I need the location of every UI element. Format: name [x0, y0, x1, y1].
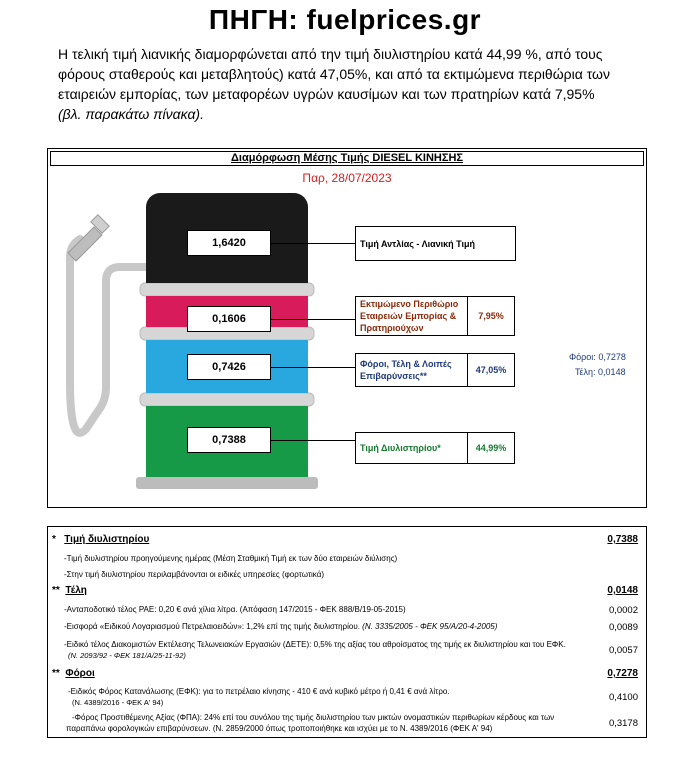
leader-line — [270, 243, 356, 244]
refinery-label: Τιμή Διυλιστηρίου* — [355, 432, 468, 464]
price-breakdown-chart — [47, 148, 647, 508]
side-fees: Τέλη: 0,0148 — [575, 367, 626, 377]
refinery-pct: 44,99% — [467, 432, 515, 464]
cost-breakdown-table: * Τιμή διυλιστηρίου 0,7388 -Τιμή διυλιστηρίου προηγούμενης ημέρας (Μέση Σταθμική Τιμή εκ των δύο εταιρειών διύλισης) -Στην τιμή διυλιστηρίου περιλαμβάνονται οι ειδικές υπηρεσίες (φορτωτικά) ** Τέλη 0,0148 -Ανταποδοτικό τέλος ΡΑΕ: 0,20 € ανά χίλια λίτρα. (Απόφαση 147/2015 - ΦΕΚ 888/Β/19-05-2015) 0,0002 -Εισφορά «Ειδικού Λογαριασμού Πετρελαιοειδών»: 1,2% επί της τιμής διυλιστηρίου. (Ν. 3335/2005 - ΦΕΚ 95/Α/20-4-2005) 0,0089 -Ειδικό τέλος Διακομιστών Εκτέλεσης Τελωνειακών Εργασιών (ΔΕΤΕ): 0,5% της αξίας του αθροίσματος της τιμής εκ διυλιστηρίου και του ΕΦΚ. (Ν. 2093/92 - ΦΕΚ 181/Α/25-11-92) 0,0057 ** Φόροι 0,7278 -Ειδικός Φόρος Κατανάλωσης (ΕΦΚ): για το πετρέλαιο κίνησης - 410 € ανά κυβικό μέτρο ή 0,41 € ανά λίτρο. (Ν. 4389/2016 - ΦΕΚ Α' 94) 0,4100 -Φόρος Προστιθέμενης Αξίας (ΦΠΑ): 24% επί του συνόλου της τιμής διυλιστηρίου των μικτών ονομαστικών περιθωρίων κέρδους και των παραπάνω φορολογικών επιβαρύνσεων. (Ν. 2859/2000 όπως τροποποιήθηκε και ισχύει με το Ν. 4389/2016 (ΦΕΚ Α' 94) 0,3178 — [47, 526, 647, 738]
intro-line: Η τελική τιμή λιανικής διαμορφώνεται από την τιμή διυλιστηρίου κατά 44,99 %, από τους — [58, 46, 603, 62]
tax-row: -Ειδικός Φόρος Κατανάλωσης (ΕΦΚ): για το πετρέλαιο κίνησης - 410 € ανά κυβικό μέτρο ή 0,41 € ανά λίτρο. (Ν. 4389/2016 - ΦΕΚ Α' 94) 0,4100 — [68, 687, 638, 707]
page-title: ΠΗΓΗ: fuelprices.gr — [208, 4, 482, 35]
fees-header-row — [52, 585, 642, 599]
leader-line — [270, 367, 356, 368]
refinery-title: Τιμή διυλιστηρίου — [64, 534, 150, 545]
taxes-header-row — [52, 668, 642, 682]
refinery-header-row — [52, 534, 642, 548]
chart-heading: Διαμόρφωση Μέσης Τιμής DIESEL ΚΙΝΗΣΗΣ — [50, 151, 644, 166]
tax-row: -Φόρος Προστιθέμενης Αξίας (ΦΠΑ): 24% επί του συνόλου της τιμής διυλιστηρίου των μικτών ονομαστικών περιθωρίων κέρδους και των παραπάνω φορολογικών επιβαρύνσεων. (Ν. 2859/2000 όπως τροποποιήθηκε και ισχύει με το Ν. 4389/2016 (ΦΕΚ Α' 94) 0,3178 — [66, 713, 638, 733]
footnote-mark: ** — [52, 668, 60, 679]
intro-line: (βλ. παρακάτω πίνακα). — [58, 106, 204, 122]
intro-paragraph — [58, 44, 658, 124]
margin-pct: 7,95% — [467, 296, 515, 336]
taxes-label: Φόροι, Τέλη & Λοιπές Επιβαρύνσεις** — [355, 353, 468, 387]
fee-row: -Ειδικό τέλος Διακομιστών Εκτέλεσης Τελωνειακών Εργασιών (ΔΕΤΕ): 0,5% της αξίας του αθροίσματος της τιμής εκ διυλιστηρίου και του ΕΦΚ. (Ν. 2093/92 - ΦΕΚ 181/Α/25-11-92) 0,0057 — [64, 640, 638, 660]
fuel-pump-icon — [48, 149, 646, 507]
taxes-title: Φόροι — [65, 668, 95, 679]
refinery-value: 0,7388 — [187, 427, 271, 453]
taxes-pct: 47,05% — [467, 353, 515, 387]
intro-line: φόρους σταθερούς και μεταβλητούς) κατά 47,05%, και από τα εκτιμώμενα περιθώρια των — [58, 66, 610, 82]
taxes-value: 0,7426 — [187, 354, 271, 380]
retail-price-label: Τιμή Αντλίας - Λιανική Τιμή — [355, 226, 516, 261]
margin-label: Εκτιμώμενο Περιθώριο Εταιρειών Εμπορίας & Πρατηριούχων — [355, 296, 468, 336]
footnote-mark: ** — [52, 585, 60, 596]
side-taxes: Φόροι: 0,7278 — [569, 352, 626, 362]
chart-date: Παρ, 28/07/2023 — [302, 171, 392, 185]
fees-title: Τέλη — [65, 585, 87, 596]
fees-total: 0,0148 — [607, 585, 638, 596]
pump-base — [136, 477, 318, 489]
margin-value: 0,1606 — [187, 306, 271, 332]
refinery-total: 0,7388 — [607, 534, 638, 545]
footnote-mark: * — [52, 534, 56, 545]
taxes-total: 0,7278 — [607, 668, 638, 679]
leader-line — [270, 319, 356, 320]
retail-price-value: 1,6420 — [187, 230, 271, 256]
leader-line — [270, 440, 356, 441]
intro-line: εταιρειών εμπορίας, των μεταφορέων υγρών καυσίμων και των πρατηρίων κατά 7,95% — [58, 86, 595, 102]
